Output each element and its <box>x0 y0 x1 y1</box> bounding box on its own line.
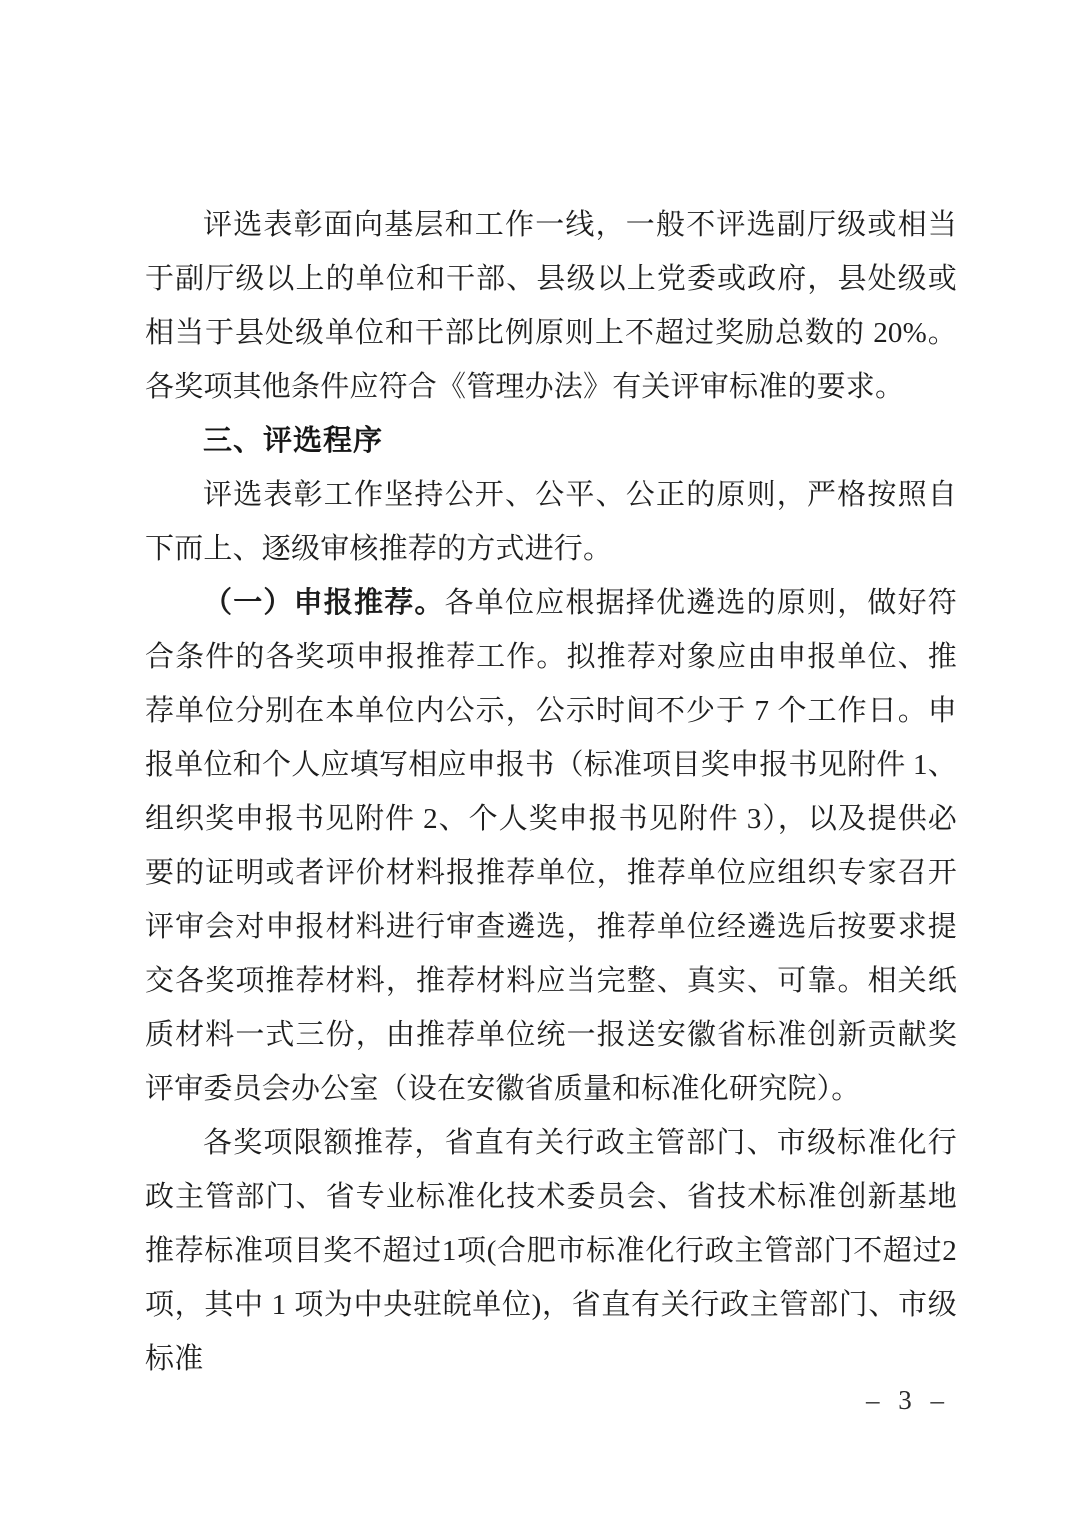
section-heading-procedure: 三、评选程序 <box>203 425 384 457</box>
paragraph-lead-application: （一）申报推荐。 <box>203 587 445 619</box>
document-body <box>145 198 957 1386</box>
paragraph-quota: 各奖项限额推荐，省直有关行政主管部门、市级标准化行政主管部门、省专业标准化技术委员会、省技术标准创新基地推荐标准项目奖不超过1项(合肥市标准化行政主管部门不超过2项，其中 1 项为中央驻皖单位)，省直有关行政主管部门、市级标准 <box>145 1127 957 1375</box>
paragraph-principles: 评选表彰工作坚持公开、公平、公正的原则，严格按照自下而上、逐级审核推荐的方式进行。 <box>145 479 957 565</box>
paragraph-application <box>145 576 957 1116</box>
page-number: – 3 – <box>866 1385 950 1415</box>
paragraph-application-text: 各单位应根据择优遴选的原则，做好符合条件的各奖项申报推荐工作。拟推荐对象应由申报单位、推荐单位分别在本单位内公示，公示时间不少于 7 个工作日。申报单位和个人应填写相应申报书（标准项目奖申报书见附件 1、组织奖申报书见附件 2、个人奖申报书见附件 3），以及提供必要的证明或者评价材料报推荐单位，推荐单位应组织专家召开评审会对申报材料进行审查遴选，推荐单位经遴选后按要求提交各奖项推荐材料，推荐材料应当完整、真实、可靠。相关纸质材料一式三份，由推荐单位统一报送安徽省标准创新贡献奖评审委员会办公室（设在安徽省质量和标准化研究院）。 <box>145 587 957 1105</box>
paragraph-eligibility: 评选表彰面向基层和工作一线，一般不评选副厅级或相当于副厅级以上的单位和干部、县级以上党委或政府，县处级或相当于县处级单位和干部比例原则上不超过奖励总数的 20%。各奖项其他条件应符合《管理办法》有关评审标准的要求。 <box>145 209 957 403</box>
